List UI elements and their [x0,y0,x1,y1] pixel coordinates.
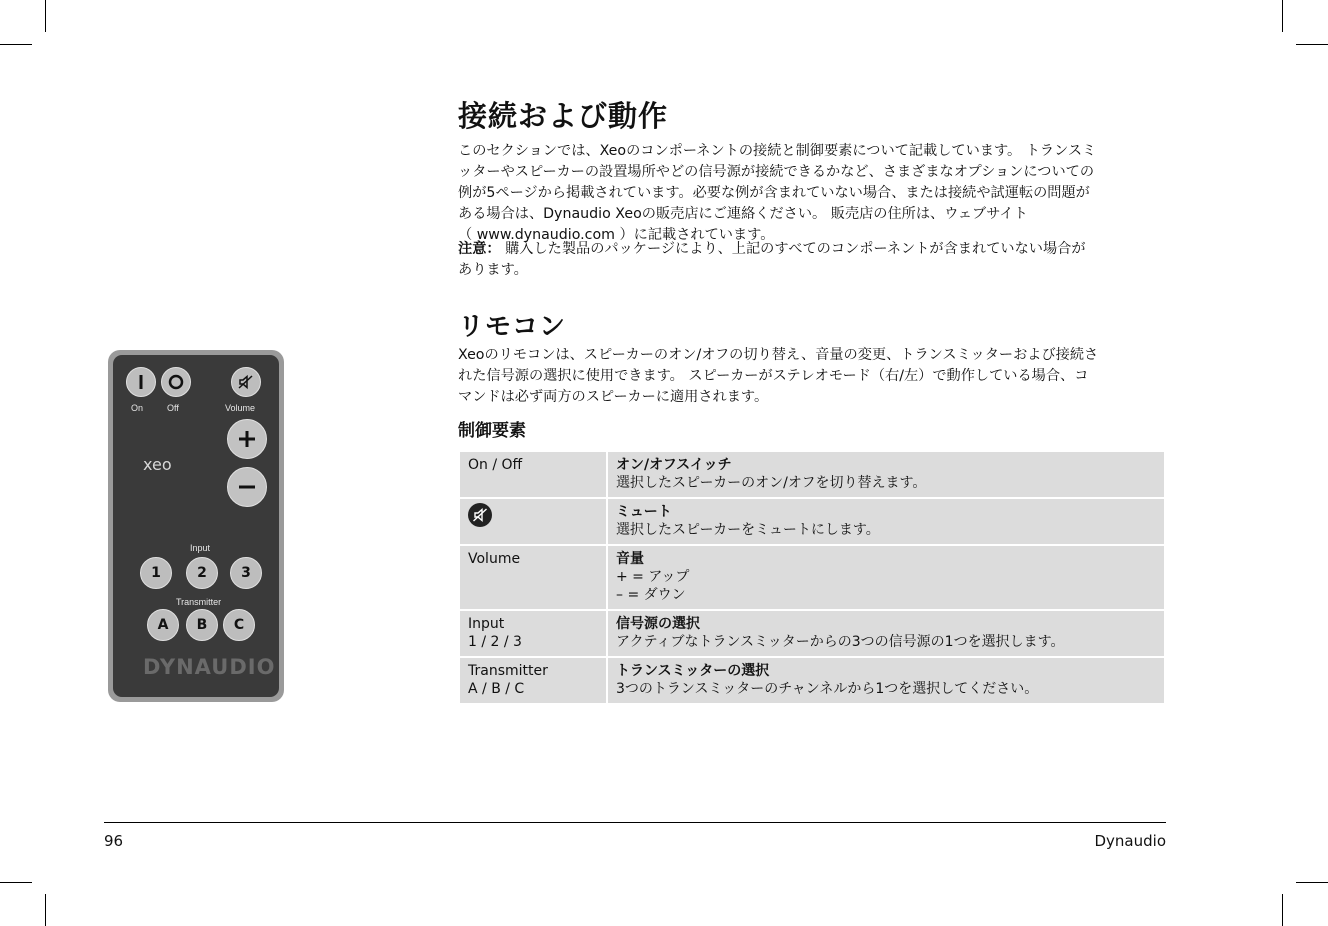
crop-mark [45,0,46,32]
row-title: ミュート [616,504,672,520]
table-cell-key: Transmitter A / B / C [459,657,607,704]
xeo-logo: xeo [143,455,172,474]
input-3-button: 3 [230,557,262,589]
remote-volume-label: Volume [225,403,256,413]
table-cell-desc [607,451,1165,498]
row-text: 3つのトランスミッターのチャンネルから1つを選択してください。 [616,681,1039,697]
crop-mark [1282,0,1283,32]
minus-icon [228,468,266,506]
row-title: オン/オフスイッチ [616,457,732,473]
table-cell-desc [607,610,1165,657]
table-cell-desc [607,545,1165,610]
table-row [459,498,1165,545]
controls-table [458,450,1166,705]
note-text: 購入した製品のパッケージにより、上記のすべてのコンポーネントが含まれていない場合が [500,241,1086,257]
table-cell-desc [607,498,1165,545]
intro-line: ッターやスピーカーの設置場所やどの信号源が接続できるかなど、さまざまなオプションについての [458,164,1095,180]
table-row [459,545,1165,610]
note-label: 注意： [458,241,501,257]
plus-icon [228,420,266,458]
power-off-icon [162,368,190,396]
table-cell-key: Volume [459,545,607,610]
row-text: 選択したスピーカーをミュートにします。 [616,522,880,538]
volume-down-button [227,467,267,507]
remote-off-label: Off [167,403,179,413]
crop-mark [1282,894,1283,926]
remote-body [113,355,279,697]
table-row [459,451,1165,498]
note-paragraph [458,239,1170,281]
mute-icon [232,368,260,396]
crop-mark [45,894,46,926]
table-row [459,657,1165,704]
row-text: – = ダウン [616,587,686,603]
remote-input-label: Input [190,543,211,553]
intro-paragraph [458,141,1170,246]
page-number: 96 [104,832,124,850]
section-title: 接続および動作 [458,99,669,133]
power-on-icon [127,368,155,396]
controls-heading: 制御要素 [458,421,526,441]
remote-illustration [108,350,284,702]
note-text: あります。 [458,262,528,278]
remote-desc-line: れた信号源の選択に使用できます。 スピーカーがステレオモード（右/左）で動作している場合、コ [458,368,1089,384]
input-2-button: 2 [186,557,218,589]
crop-mark [0,882,32,883]
row-text: + = アップ [616,569,690,585]
volume-up-button [227,419,267,459]
row-title: 信号源の選択 [616,616,700,632]
crop-mark [0,44,32,45]
row-text: アクティブなトランスミッターからの3つの信号源の1つを選択します。 [616,634,1065,650]
dynaudio-brand-logo: DYNAUDIO [143,655,276,679]
table-cell-key [459,498,607,545]
footer-brand: Dynaudio [1094,832,1166,850]
row-title: トランスミッターの選択 [616,663,770,679]
power-on-button [126,367,156,397]
row-title: 音量 [616,551,644,567]
table-row [459,610,1165,657]
intro-line: このセクションでは、Xeoのコンポーネントの接続と制御要素について記載しています。 トランスミ [458,143,1097,159]
table-cell-key: On / Off [459,451,607,498]
remote-heading: リモコン [458,312,567,342]
footer-rule [104,822,1166,823]
remote-transmitter-label: Transmitter [176,597,222,607]
transmitter-a-button: A [147,609,179,641]
remote-desc-line: マンドは必ず両方のスピーカーに適用されます。 [458,389,769,405]
table-cell-key: Input 1 / 2 / 3 [459,610,607,657]
remote-description [458,345,1170,408]
intro-line: ある場合は、Dynaudio Xeoの販売店にご連絡ください。 販売店の住所は、ウェブサイト [458,206,1028,222]
transmitter-b-button: B [186,609,218,641]
crop-mark [1296,882,1328,883]
row-text: 選択したスピーカーのオン/オフを切り替えます。 [616,475,927,491]
transmitter-c-button: C [223,609,255,641]
input-1-button: 1 [140,557,172,589]
intro-line: （ www.dynaudio.com ）に記載されています。 [458,227,775,243]
remote-desc-line: Xeoのリモコンは、スピーカーのオン/オフの切り替え、音量の変更、トランスミッターおよび接続さ [458,347,1099,363]
mute-button [231,367,261,397]
intro-line: 例が5ページから掲載されています。必要な例が含まれていない場合、または接続や試運転の問題が [458,185,1090,201]
crop-mark [1296,44,1328,45]
mute-icon [468,503,492,527]
table-cell-desc [607,657,1165,704]
power-off-button [161,367,191,397]
remote-on-label: On [131,403,144,413]
